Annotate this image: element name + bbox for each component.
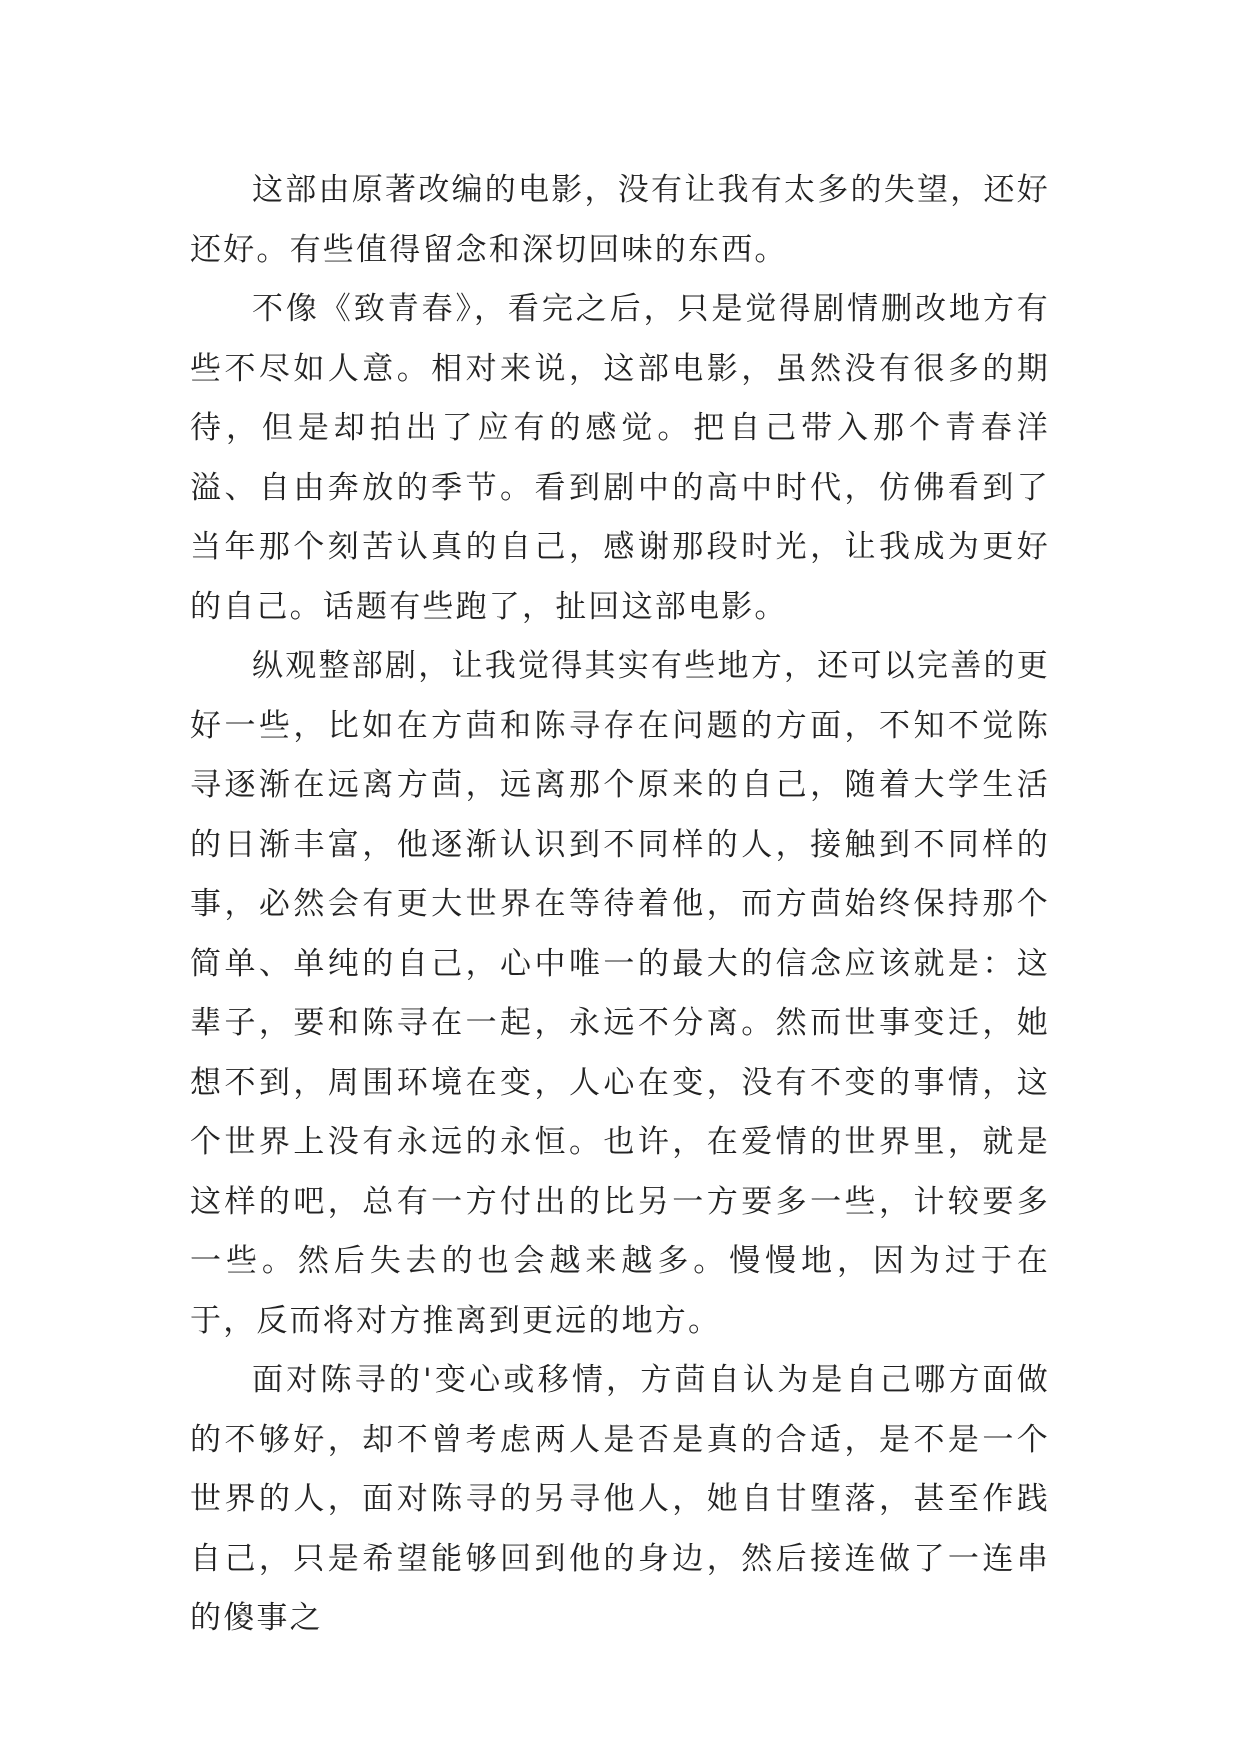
paragraph-3: 纵观整部剧，让我觉得其实有些地方，还可以完善的更好一些，比如在方茴和陈寻存在问题的方面，不知不觉陈寻逐渐在远离方茴，远离那个原来的自己，随着大学生活的日渐丰富，他逐渐认识到不同样的人，接触到不同样的事，必然会有更大世界在等待着他，而方茴始终保持那个简单、单纯的自己，心中唯一的最大的信念应该就是：这辈子，要和陈寻在一起，永远不分离。然而世事变迁，她想不到，周围环境在变，人心在变，没有不变的事情，这个世界上没有永远的永恒。也许，在爱情的世界里，就是这样的吧，总有一方付出的比另一方要多一些，计较要多一些。然后失去的也会越来越多。慢慢地，因为过于在于，反而将对方推离到更远的地方。 bbox=[190, 648, 1050, 1339]
paragraph-2: 不像《致青春》，看完之后，只是觉得剧情删改地方有些不尽如人意。相对来说，这部电影，虽然没有很多的期待，但是却拍出了应有的感觉。把自己带入那个青春洋溢、自由奔放的季节。看到剧中的高中时代，仿佛看到了当年那个刻苦认真的自己，感谢那段时光，让我成为更好的自己。话题有些跑了，扯回这部电影。 bbox=[190, 291, 1050, 625]
paragraph-4: 面对陈寻的'变心或移情，方茴自认为是自己哪方面做的不够好，却不曾考虑两人是否是真的合适，是不是一个世界的人，面对陈寻的另寻他人，她自甘堕落，甚至作践自己，只是希望能够回到他的身边，然后接连做了一连串的傻事之 bbox=[190, 1362, 1050, 1636]
document-body bbox=[190, 161, 1050, 1649]
paragraph-1: 这部由原著改编的电影，没有让我有太多的失望，还好还好。有些值得留念和深切回味的东西。 bbox=[190, 172, 1050, 268]
